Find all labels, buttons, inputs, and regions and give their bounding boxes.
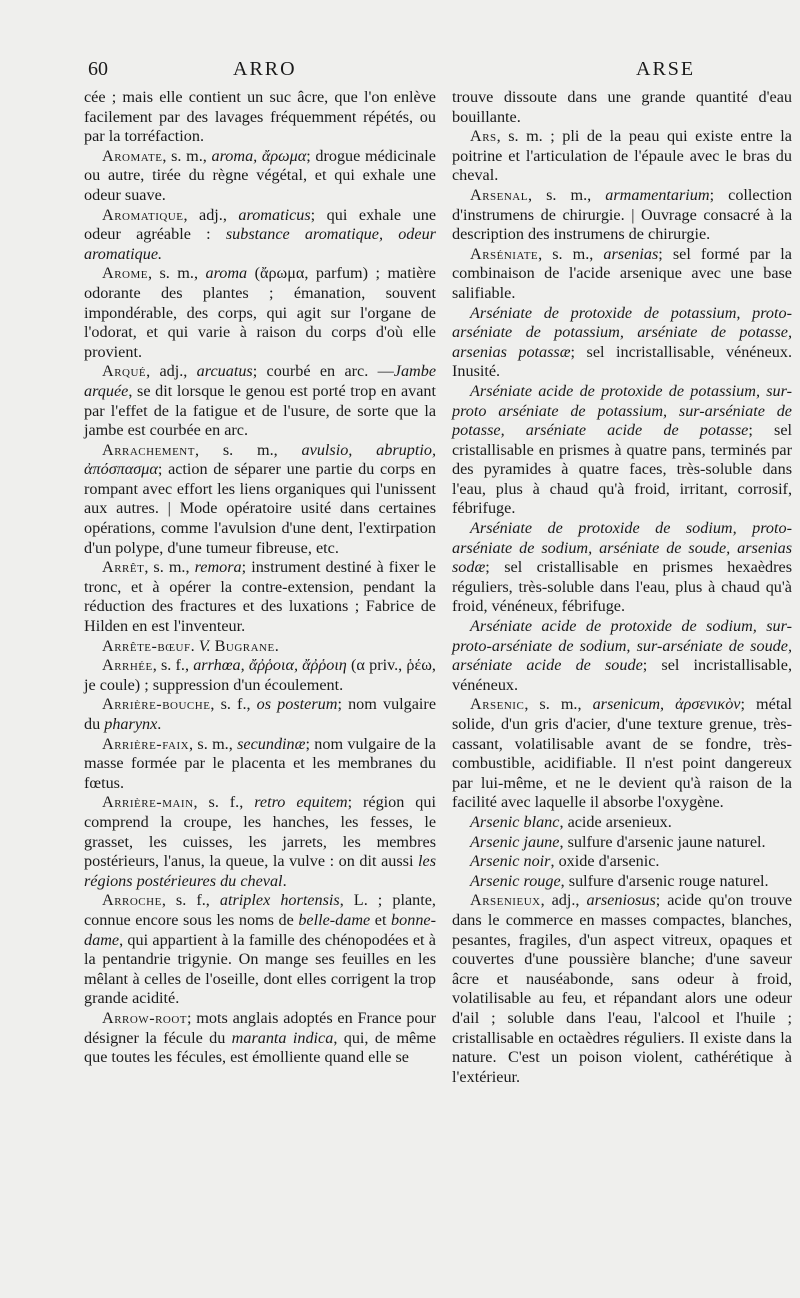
- entry-text: ; acide qu'on trouve dans le commerce en masses compactes, blanches, pesantes, fragiles, d'un aspect vitreux, opaques et couvertes d'une poussière blanche; d'une saveur âcre et nauséabonde, sans odeur à froid, volatilisable au feu, et répandant alors une odeur d'ail ; soluble dans l'eau, l'alcool et l'huile ; cristallisable en octaèdres réguliers. Il existe dans la nature. C'est un poison violent, cathérétique à l'extérieur.: [452, 891, 793, 1086]
- left-column: [84, 88, 436, 1068]
- entry-text: , s. m.,: [162, 146, 212, 165]
- headword: Arsenal: [470, 185, 528, 204]
- italic-term: Arsenic blanc: [470, 812, 560, 831]
- italic-term: arseniosus: [586, 891, 656, 910]
- italic-term: os posterum: [256, 695, 338, 714]
- dictionary-entry: [452, 304, 792, 382]
- entry-text: , adj.,: [146, 362, 197, 381]
- headword: Aromatique: [102, 205, 184, 224]
- entry-text: ; instrument destiné à fixer le tronc, et à opérer la contre-extension, pendant la réduction des fractures et des luxations ; Fabrice de Hilden en est l'inventeur.: [84, 558, 436, 636]
- headword: Arséniate: [470, 244, 539, 263]
- italic-term: Arsenic jaune: [470, 832, 560, 851]
- entry-text: , s. m.,: [538, 244, 604, 263]
- entry-text: , qui appartient à la famille des chénopodées et à la pentandrie trigynie. On mange ses feuilles en les mêlant à celles de l'oseille, dont elles corrigent la trop grande acidité.: [84, 930, 436, 1008]
- entry-text: .: [274, 636, 279, 655]
- entry-text: , acide arsenieux.: [559, 812, 672, 831]
- dictionary-entry: [452, 695, 792, 813]
- entry-text: ; métal solide, d'un gris d'acier, d'une texture grenue, très-cassant, volatilisable avant de se fondre, très-combustible, acidifiable. Il n'est point dangereux par lui-même, et ne le devient qu'à raison de la facilité avec laquelle il absorbe l'oxygène.: [452, 695, 792, 812]
- entry-text: cée ; mais elle contient un suc âcre, que l'on enlève facilement par des lavages fréquemment répétés, ou par la torréfaction.: [84, 88, 436, 146]
- entry-text: trouve dissoute dans une grande quantité d'eau bouillante.: [452, 88, 792, 126]
- entry-text: ; nom vulgaire du: [84, 695, 437, 733]
- dictionary-entry: [84, 558, 436, 636]
- dictionary-entry: [84, 656, 436, 695]
- headword: Arrhée: [102, 656, 153, 675]
- headword: Arsenic: [470, 695, 525, 714]
- entry-text: , s. m.,: [147, 264, 206, 283]
- entry-text: ; qui exhale une odeur agréable :: [84, 205, 437, 244]
- italic-term: substance aromatique, odeur aromatique.: [84, 225, 436, 263]
- entry-text: ; sel incristallisable, vénéneux.: [452, 656, 792, 694]
- entry-text: et: [370, 910, 392, 929]
- entry-text: ; sel cristallisable en prismes hexaèdres réguliers, très-soluble dans l'eau, plus à chaud qu'à froid, vénéneux, fébrifuge.: [452, 558, 792, 616]
- dictionary-entry: [84, 695, 436, 734]
- headword: Bugrane: [214, 636, 275, 655]
- headword: Arrête-bœuf: [102, 636, 191, 655]
- italic-term: maranta indica: [231, 1028, 334, 1047]
- entry-text: , s. f.,: [193, 793, 255, 812]
- dictionary-entry: [452, 127, 792, 186]
- dictionary-entry: [452, 872, 792, 892]
- dictionary-entry: [452, 891, 792, 1087]
- italic-term: Arséniate acide de protoxide de potassium, sur-proto arséniate de potassium, sur-arséniate de potasse, arséniate acide de potasse: [452, 381, 792, 440]
- italic-term: Arséniate de protoxide de potassium, proto-arséniate de potassium, arséniate de potasse, arsenias potassæ: [452, 303, 792, 361]
- entry-text: , L. ; plante, connue encore sous les noms de: [84, 891, 436, 929]
- continued-text: [452, 88, 792, 127]
- headword: Arroche: [102, 891, 162, 910]
- italic-term: aromaticus: [238, 205, 311, 224]
- italic-term: arsenias: [603, 244, 659, 263]
- entry-text: , adj.,: [183, 205, 239, 224]
- right-column: [452, 88, 792, 1087]
- entry-text: (ἄρωμα, parfum) ; matière odorante des plantes ; émanation, souvent impondérable, des corps, qui agit sur l'organe de l'odorat, et qui varie à raison du corps d'où elle provient.: [84, 264, 436, 361]
- italic-term: arrhœa, ἄῤῥοια, ἄῤῥοιη: [193, 656, 347, 675]
- dictionary-entry: [452, 813, 792, 833]
- italic-term: avulsio, abruptio, ἀπόσπασμα: [84, 440, 436, 479]
- entry-text: ; sel incristallisable, vénéneux. Inusité.: [452, 342, 792, 381]
- italic-term: armamentarium: [605, 185, 710, 204]
- continued-text: [84, 88, 436, 147]
- dictionary-entry: [84, 1009, 436, 1068]
- dictionary-entry: [84, 362, 436, 440]
- dictionary-entry: [84, 637, 436, 657]
- headword: Aromate: [102, 146, 163, 165]
- italic-term: V.: [198, 636, 211, 655]
- headword: Arrière-faix: [102, 734, 190, 753]
- entry-text: , s. f.,: [210, 695, 257, 714]
- italic-term: atriplex hortensis: [219, 891, 340, 910]
- italic-term: Arsenic rouge: [470, 871, 561, 890]
- italic-term: pharynx: [104, 715, 158, 733]
- dictionary-entry: [452, 617, 792, 695]
- headword: Arqué: [102, 362, 147, 381]
- dictionary-entry: [84, 735, 436, 794]
- running-header: [88, 58, 788, 88]
- entry-text: .: [190, 636, 199, 655]
- dictionary-entry: [84, 891, 436, 1009]
- entry-text: , se dit lorsque le genou est porté trop en avant par l'effet de la fatigue et de l'usure, de sorte que la jambe est courbée en arc.: [84, 381, 436, 440]
- entry-text: , adj.,: [540, 891, 587, 910]
- entry-text: , s. f.,: [161, 891, 220, 910]
- dictionary-entry: [84, 206, 436, 265]
- italic-term: aroma: [205, 264, 248, 283]
- headword: Arrachement: [102, 440, 195, 459]
- running-head-right: ARSE: [636, 58, 696, 80]
- headword: Arome: [102, 264, 148, 283]
- entry-text: , s. m. ; pli de la peau qui existe entre la poitrine et l'articulation de l'épaule avec le bras du cheval.: [452, 127, 792, 185]
- entry-text: , s. m.,: [524, 695, 593, 714]
- entry-text: ; courbé en arc. —: [252, 362, 394, 381]
- entry-text: , qui, de même que toutes les fécules, est émolliente quand elle se: [84, 1028, 437, 1067]
- italic-term: les régions postérieures du cheval: [84, 852, 436, 890]
- dictionary-entry: [452, 382, 792, 519]
- entry-text: , sulfure d'arsenic rouge naturel.: [560, 871, 769, 890]
- italic-term: secundinæ: [237, 734, 306, 753]
- entry-text: ; nom vulgaire de la masse formée par le placenta et les membranes du fœtus.: [84, 734, 436, 792]
- dictionary-entry: [84, 441, 436, 559]
- headword: Arsenieux: [470, 891, 541, 910]
- dictionary-entry: [84, 793, 436, 891]
- italic-term: aroma, ἄρωμα: [211, 146, 307, 165]
- entry-text: (α priv., ῥέω, je coule) ; suppression d'un écoulement.: [84, 656, 436, 694]
- dictionary-entry: [452, 833, 792, 853]
- page-number: 60: [88, 58, 108, 80]
- running-head-left: ARRO: [233, 58, 297, 80]
- italic-term: belle-dame: [298, 910, 371, 929]
- entry-text: ; sel formé par la combinaison de l'acide arsenique avec une base salifiable.: [452, 244, 792, 302]
- headword: Arrêt: [102, 558, 145, 577]
- entry-text: , s. f.,: [152, 656, 194, 675]
- dictionary-entry: [452, 186, 792, 245]
- dictionary-entry: [84, 147, 436, 206]
- entry-text: ; drogue médicinale ou autre, tirée du règne végétal, et qui exhale une odeur suave.: [84, 146, 436, 204]
- entry-text: , oxide d'arsenic.: [550, 852, 660, 871]
- entry-text: ; sel cristallisable en prismes à quatre pans, terminés par des pyramides à quatre faces, très-soluble dans l'eau, plus à chaud qu'à froid, irritant, corrosif, fébrifuge.: [452, 421, 793, 518]
- entry-text: , s. m.,: [189, 734, 238, 753]
- italic-term: Arsenic noir: [470, 852, 551, 871]
- italic-term: Arséniate acide de protoxide de sodium, sur-proto-arséniate de sodium, sur-arséniate de soude, arséniate acide de soude: [452, 617, 792, 675]
- entry-text: , s. m.,: [527, 185, 606, 204]
- headword: Arrow-root: [102, 1008, 188, 1027]
- italic-term: retro equitem: [254, 793, 348, 812]
- entry-text: , sulfure d'arsenic jaune naturel.: [559, 832, 766, 851]
- italic-term: arsenicum, ἀρσενικὸν: [592, 695, 741, 714]
- entry-text: .: [157, 715, 162, 733]
- dictionary-entry: [452, 519, 792, 617]
- dictionary-entry: [452, 245, 792, 304]
- italic-term: arcuatus: [196, 362, 253, 381]
- dictionary-entry: [452, 852, 792, 872]
- entry-text: , s. m.,: [144, 558, 195, 577]
- headword: Ars: [470, 127, 497, 146]
- italic-term: Jambe arquée: [84, 362, 437, 400]
- entry-text: .: [282, 871, 287, 890]
- italic-term: remora: [194, 558, 242, 577]
- italic-term: bonne-dame: [84, 910, 436, 949]
- entry-text: ; action de séparer une partie du corps en rompant avec effort les liens organiques qui l'unissent aux autres. | Mode opératoire usité dans certaines opérations, comme l'avulsion d'une dent, l'extirpation d'un polype, d'une tumeur fibreuse, etc.: [84, 460, 436, 557]
- headword: Arrière-bouche: [102, 695, 211, 714]
- entry-text: ; région qui comprend la croupe, les hanches, les fesses, le grasset, les cuisses, les jarrets, les membres postérieurs, l'anus, la queue, la vulve : on dit aussi: [84, 793, 436, 871]
- entry-text: , s. m.,: [194, 440, 302, 459]
- italic-term: Arséniate de protoxide de sodium, proto-arséniate de sodium, arséniate de soude, arsenias sodæ: [452, 519, 792, 577]
- entry-text: ; mots anglais adoptés en France pour désigner la fécule du: [84, 1008, 436, 1047]
- headword: Arrière-main: [102, 793, 194, 812]
- entry-text: ; collection d'instrumens de chirurgie. | Ouvrage consacré à la description des instrumens de chirurgie.: [452, 185, 792, 244]
- dictionary-entry: [84, 264, 436, 362]
